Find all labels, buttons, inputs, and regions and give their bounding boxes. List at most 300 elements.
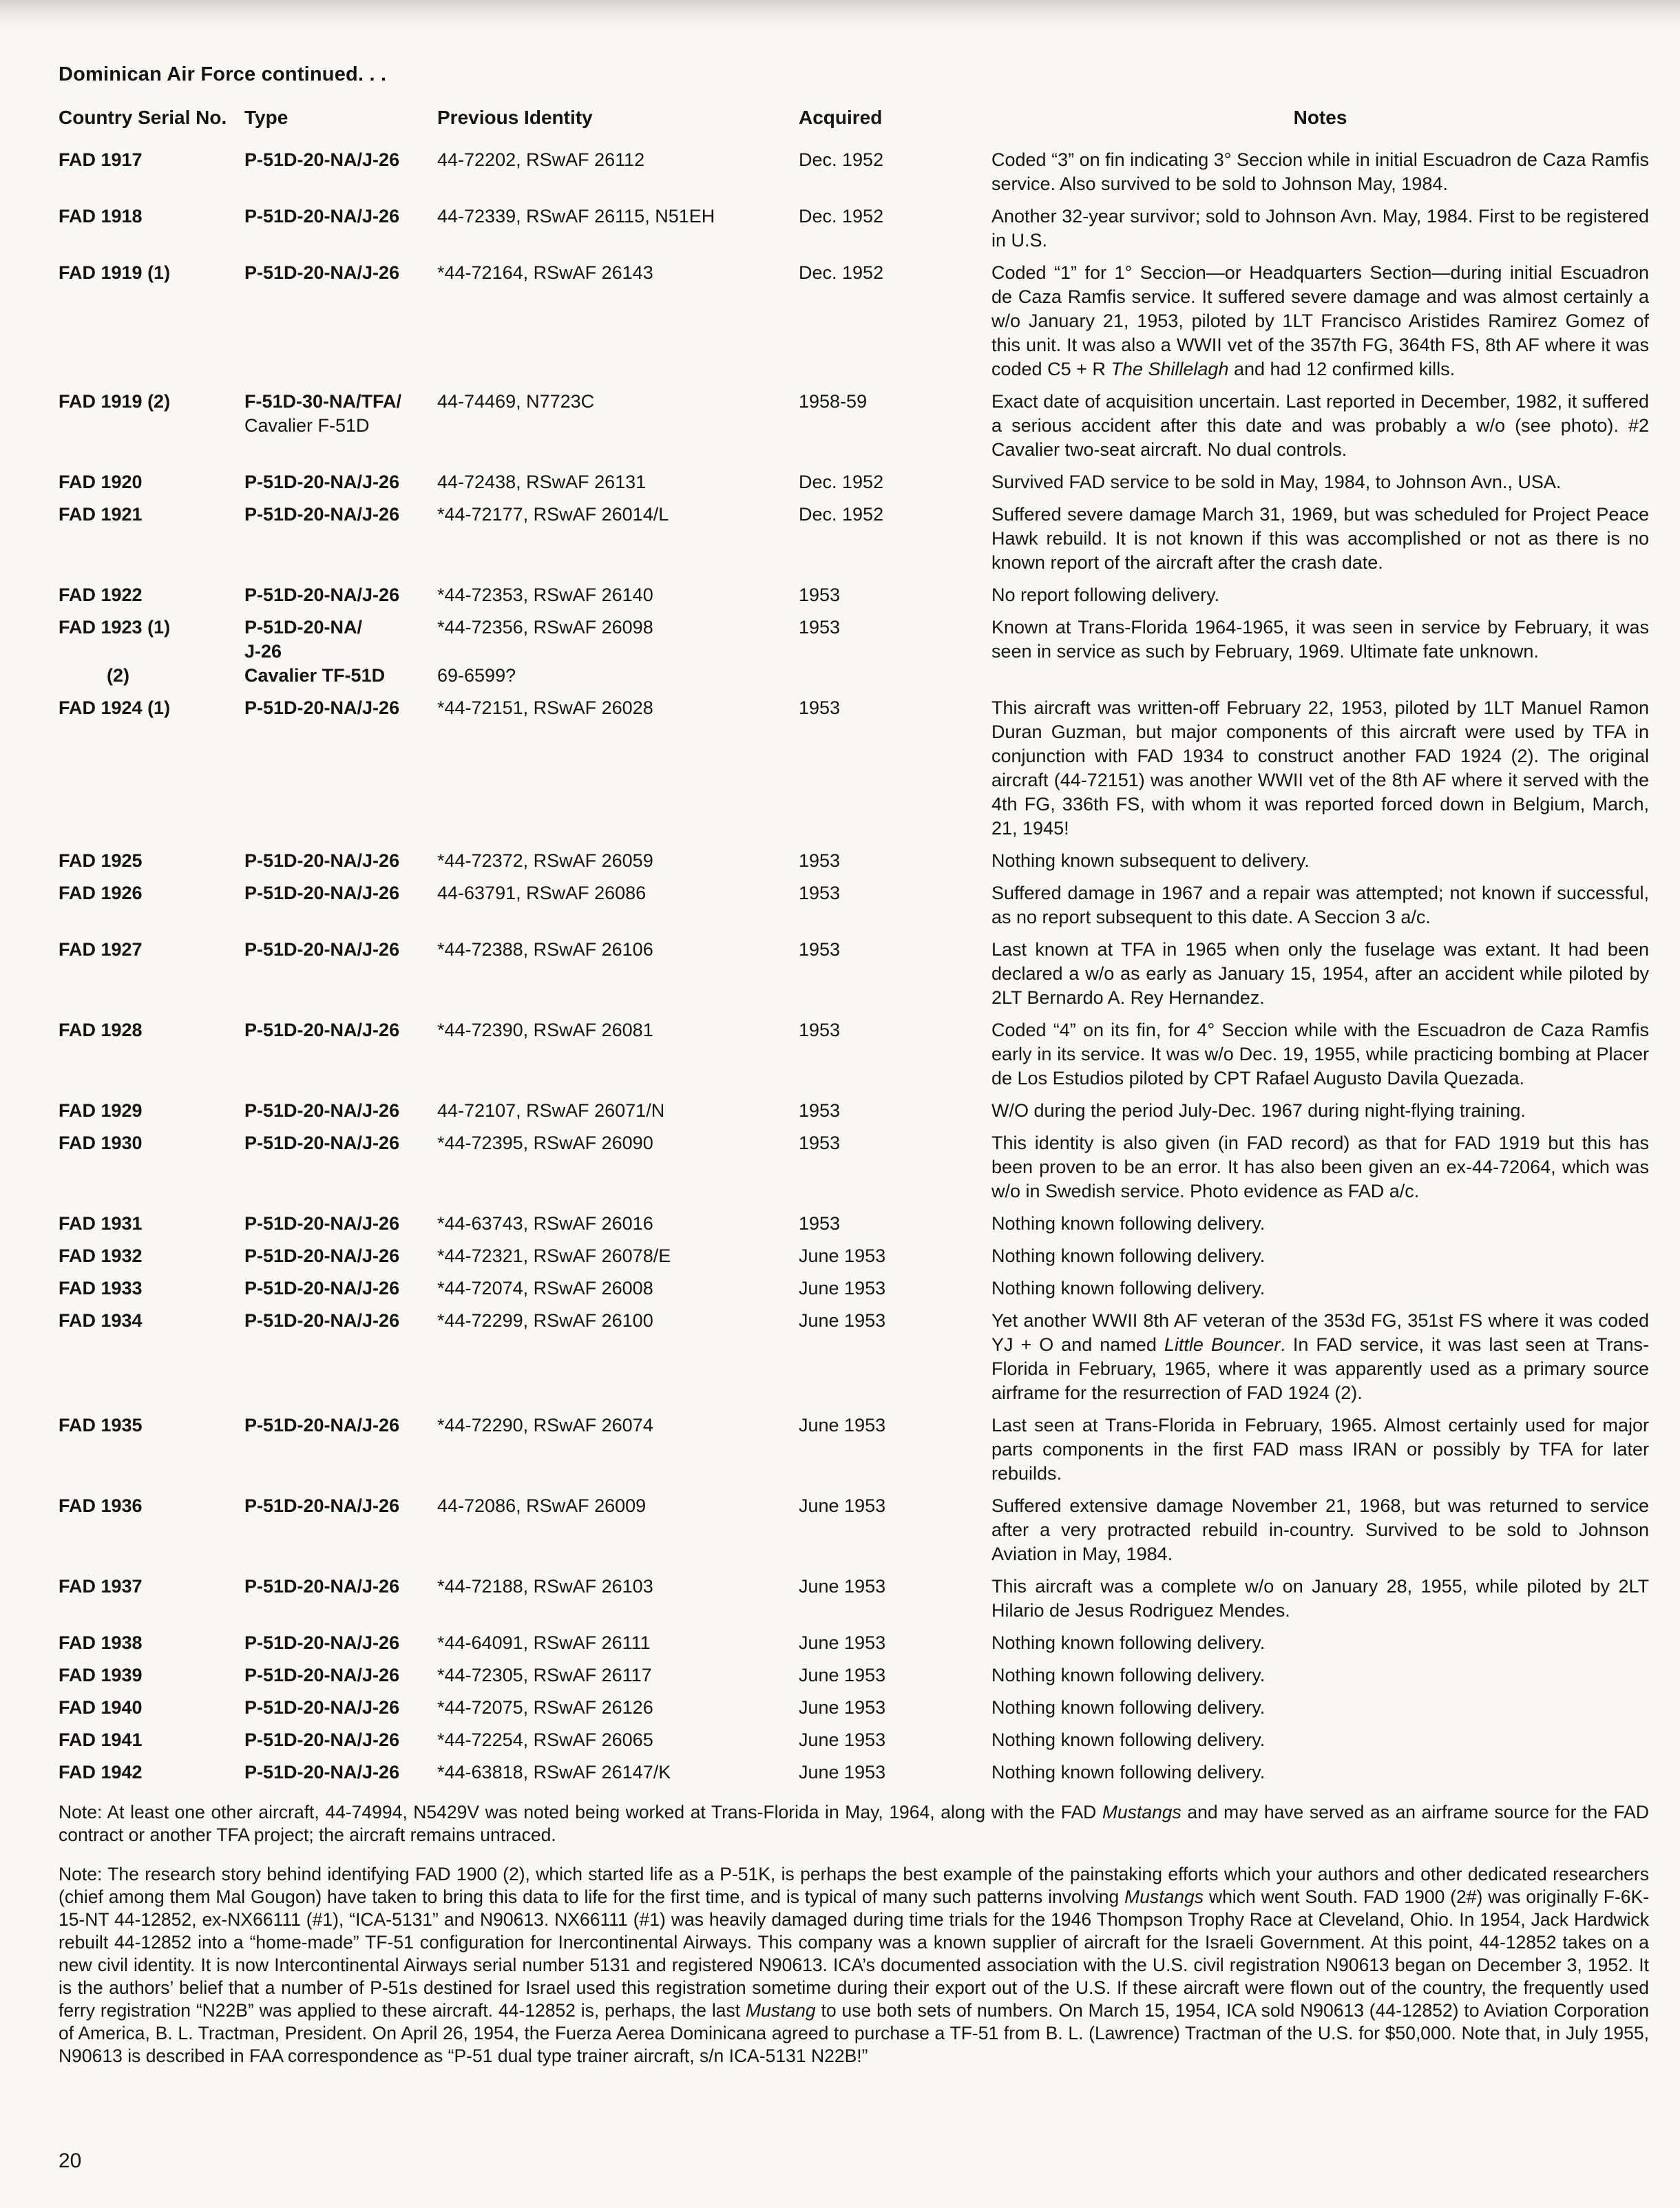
cell-line: *44-72305, RSwAF 26117 — [437, 1665, 652, 1685]
cell-acquired: 1953 — [799, 697, 841, 718]
cell-line: P-51D-20-NA/J-26 — [244, 585, 400, 605]
cell-country-serial — [59, 1696, 244, 1720]
text-segment: Survived FAD service to be sold in May, 1984, to Johnson Avn., USA. — [991, 472, 1562, 492]
cell-line: FAD 1918 — [59, 206, 143, 227]
cell-acquired: June 1953 — [799, 1665, 886, 1685]
cell-line: FAD 1939 — [59, 1665, 143, 1685]
cell-type — [244, 1494, 437, 1518]
table-row — [59, 390, 1649, 462]
table-row — [59, 1244, 1649, 1268]
cell-line: FAD 1920 — [59, 472, 143, 492]
cell-line: 44-72107, RSwAF 26071/N — [437, 1100, 665, 1121]
cell-country-serial — [59, 1663, 244, 1687]
cell-line: P-51D-20-NA/J-26 — [244, 1665, 400, 1685]
table-row — [59, 938, 1649, 1010]
text-segment: Nothing known subsequent to delivery. — [991, 850, 1310, 871]
text-segment: W/O during the period July-Dec. 1967 during night-flying training. — [991, 1100, 1526, 1121]
cell-type — [244, 1663, 437, 1687]
page-title: Dominican Air Force continued. . . — [59, 63, 387, 85]
cell-acquired: Dec. 1952 — [799, 206, 884, 227]
cell-previous-identity — [437, 1131, 799, 1155]
text-segment: Suffered damage in 1967 and a repair was attempted; not known if successful, as no report subsequent to this date. A Seccion 3 a/c. — [991, 883, 1649, 927]
cell-previous-identity — [437, 1575, 799, 1599]
cell-notes — [991, 1309, 1649, 1405]
cell-acquired: June 1953 — [799, 1278, 886, 1298]
cell-line: FAD 1929 — [59, 1100, 143, 1121]
cell-notes — [991, 1760, 1649, 1785]
cell-line: P-51D-20-NA/J-26 — [244, 1697, 400, 1718]
cell-type — [244, 1131, 437, 1155]
table-row — [59, 1212, 1649, 1236]
cell-notes — [991, 1575, 1649, 1623]
text-segment: Note: The research story behind identifying FAD 1900 (2), which started life as a P-51K, is perhaps the best example of the painstaking efforts which your authors and other dedicated researchers (chief among them Mal Gougon) have taken to bring this data to life for the first time, and is typical of many such patterns involving — [59, 1864, 1649, 1907]
cell-line: P-51D-20-NA/J-26 — [244, 883, 400, 903]
cell-notes — [991, 1244, 1649, 1268]
column-header-previous-identity: Previous Identity — [437, 107, 593, 128]
cell-line: 44-72202, RSwAF 26112 — [437, 149, 645, 170]
cell-line: *44-72372, RSwAF 26059 — [437, 850, 653, 871]
cell-acquired: 1953 — [799, 1020, 841, 1040]
text-segment: Exact date of acquisition uncertain. Last reported in December, 1982, it suffered a serious accident after this date and was probably a w/o (see photo). #2 Cavalier two-seat aircraft. No dual controls. — [991, 391, 1649, 460]
cell-acquired: Dec. 1952 — [799, 472, 884, 492]
cell-notes — [991, 390, 1649, 462]
cell-line: FAD 1932 — [59, 1245, 143, 1266]
cell-line: 44-72086, RSwAF 26009 — [437, 1495, 647, 1516]
cell-line: *44-72074, RSwAF 26008 — [437, 1278, 653, 1298]
cell-notes — [991, 1099, 1649, 1123]
cell-type — [244, 204, 437, 229]
cell-notes — [991, 1494, 1649, 1566]
cell-country-serial — [59, 1212, 244, 1236]
cell-type — [244, 1760, 437, 1785]
cell-line: *44-72254, RSwAF 26065 — [437, 1729, 653, 1750]
cell-type — [244, 583, 437, 607]
cell-country-serial — [59, 1309, 244, 1333]
cell-country-serial — [59, 1631, 244, 1655]
cell-type — [244, 1728, 437, 1752]
cell-line: P-51D-20-NA/J-26 — [244, 1133, 400, 1153]
cell-previous-identity — [437, 1309, 799, 1333]
italic-text: Mustangs — [1124, 1886, 1204, 1907]
cell-line: FAD 1919 (1) — [59, 262, 171, 283]
cell-line: *44-72353, RSwAF 26140 — [437, 585, 653, 605]
cell-country-serial — [59, 261, 244, 285]
cell-line: P-51D-20-NA/J-26 — [244, 939, 400, 960]
cell-previous-identity — [437, 696, 799, 720]
cell-type — [244, 148, 437, 172]
text-segment: Nothing known following delivery. — [991, 1762, 1266, 1783]
cell-acquired: June 1953 — [799, 1415, 886, 1436]
cell-country-serial — [59, 616, 244, 688]
cell-line: *44-72151, RSwAF 26028 — [437, 697, 653, 718]
cell-country-serial — [59, 583, 244, 607]
cell-line: P-51D-20-NA/J-26 — [244, 262, 400, 283]
cell-line: FAD 1942 — [59, 1762, 143, 1783]
cell-line: 44-74469, N7723C — [437, 391, 595, 412]
cell-previous-identity — [437, 1494, 799, 1518]
cell-previous-identity — [437, 616, 799, 688]
cell-line: P-51D-20-NA/J-26 — [244, 850, 400, 871]
cell-previous-identity — [437, 470, 799, 494]
text-segment: No report following delivery. — [991, 585, 1220, 605]
text-segment: Last seen at Trans-Florida in February, 1965. Almost certainly used for major parts components in the first FAD mass IRAN or possibly by TFA for later rebuilds. — [991, 1415, 1649, 1484]
table-row — [59, 1276, 1649, 1301]
cell-notes — [991, 1131, 1649, 1203]
text-segment: Nothing known following delivery. — [991, 1632, 1266, 1653]
cell-line: Cavalier TF-51D — [244, 665, 386, 686]
cell-line: P-51D-20-NA/J-26 — [244, 472, 400, 492]
cell-previous-identity — [437, 1631, 799, 1655]
cell-country-serial — [59, 390, 244, 414]
cell-line: FAD 1940 — [59, 1697, 143, 1718]
cell-line: P-51D-20-NA/J-26 — [244, 1495, 400, 1516]
cell-acquired: June 1953 — [799, 1729, 886, 1750]
cell-notes — [991, 1728, 1649, 1752]
cell-type — [244, 390, 437, 438]
cell-country-serial — [59, 696, 244, 720]
cell-previous-identity — [437, 1728, 799, 1752]
text-segment: Another 32-year survivor; sold to Johnson Avn. May, 1984. First to be registered in U.S. — [991, 206, 1649, 251]
page-number: 20 — [59, 2149, 82, 2172]
table-header-row — [59, 107, 1649, 129]
text-segment: Nothing known following delivery. — [991, 1697, 1266, 1718]
cell-line: P-51D-20-NA/J-26 — [244, 1729, 400, 1750]
cell-notes — [991, 1212, 1649, 1236]
cell-line — [59, 640, 238, 664]
cell-acquired: June 1953 — [799, 1632, 886, 1653]
text-segment: Suffered severe damage March 31, 1969, but was scheduled for Project Peace Hawk rebuild. It is not known if this was accomplished or not as there is no known report of the aircraft after the crash date. — [991, 504, 1649, 573]
cell-line: *44-72075, RSwAF 26126 — [437, 1697, 653, 1718]
cell-line: J-26 — [244, 641, 282, 662]
cell-line: FAD 1934 — [59, 1310, 143, 1331]
table-row — [59, 1099, 1649, 1123]
cell-type — [244, 616, 437, 688]
table-row — [59, 696, 1649, 841]
cell-line: FAD 1927 — [59, 939, 143, 960]
cell-line: *44-64091, RSwAF 26111 — [437, 1632, 651, 1653]
text-segment: Coded “1” for 1° Seccion—or Headquarters Section—during initial Escuadron de Caza Ramfis service. It suffered severe damage and was almost certainly a w/o January 21, 1953, piloted by 1LT Francisco Aristides Ramirez Gomez of this unit. It was also a WWII vet of the 357th FG, 364th FS, 8th AF where it was coded C5 + R — [991, 262, 1649, 379]
cell-notes — [991, 204, 1649, 253]
cell-type — [244, 1018, 437, 1042]
cell-notes — [991, 583, 1649, 607]
cell-acquired: June 1953 — [799, 1310, 886, 1331]
cell-type — [244, 1575, 437, 1599]
text-segment: Coded “4” on its fin, for 4° Seccion while with the Escuadron de Caza Ramfis early in its service. It was w/o Dec. 19, 1955, while practicing bombing at Placer de Los Estudios piloted by CPT Rafael Augusto Davila Quezada. — [991, 1020, 1649, 1089]
cell-acquired: June 1953 — [799, 1762, 886, 1783]
text-segment: Suffered extensive damage November 21, 1968, but was returned to service after a very protracted rebuild in-country. Survived to be sold to Johnson Aviation in May, 1984. — [991, 1495, 1649, 1564]
cell-line: *44-72395, RSwAF 26090 — [437, 1133, 653, 1153]
cell-country-serial — [59, 1494, 244, 1518]
cell-line: FAD 1935 — [59, 1415, 143, 1436]
cell-country-serial — [59, 1018, 244, 1042]
cell-notes — [991, 1663, 1649, 1687]
cell-previous-identity — [437, 1760, 799, 1785]
cell-line: P-51D-20-NA/J-26 — [244, 1020, 400, 1040]
cell-previous-identity — [437, 849, 799, 873]
cell-type — [244, 1212, 437, 1236]
cell-type — [244, 1413, 437, 1438]
cell-previous-identity — [437, 390, 799, 414]
table-row — [59, 1760, 1649, 1785]
text-segment: Nothing known following delivery. — [991, 1213, 1266, 1234]
cell-acquired: 1953 — [799, 1133, 841, 1153]
cell-previous-identity — [437, 1099, 799, 1123]
cell-line: P-51D-20-NA/J-26 — [244, 206, 400, 227]
cell-type — [244, 849, 437, 873]
cell-country-serial — [59, 1131, 244, 1155]
cell-type — [244, 938, 437, 962]
column-header-country-serial: Country Serial No. — [59, 107, 227, 128]
cell-type — [244, 1309, 437, 1333]
cell-line: P-51D-20-NA/J-26 — [244, 504, 400, 525]
cell-previous-identity — [437, 204, 799, 229]
cell-type — [244, 470, 437, 494]
cell-country-serial — [59, 1413, 244, 1438]
cell-notes — [991, 1413, 1649, 1486]
cell-line: 44-72339, RSwAF 26115, N51EH — [437, 206, 715, 227]
cell-country-serial — [59, 470, 244, 494]
cell-notes — [991, 470, 1649, 494]
table-row — [59, 261, 1649, 381]
cell-acquired: Dec. 1952 — [799, 262, 884, 283]
table-row — [59, 1413, 1649, 1486]
column-header-notes: Notes — [1293, 107, 1347, 128]
cell-acquired: 1953 — [799, 585, 841, 605]
cell-line: FAD 1933 — [59, 1278, 143, 1298]
cell-country-serial — [59, 1099, 244, 1123]
cell-line: *44-72390, RSwAF 26081 — [437, 1020, 653, 1040]
cell-type — [244, 503, 437, 527]
cell-type — [244, 1631, 437, 1655]
cell-line: *44-63743, RSwAF 26016 — [437, 1213, 653, 1234]
text-segment: and may have served as an airframe source for the FAD contract or another TFA project; the aircraft remains untraced. — [59, 1802, 1649, 1845]
cell-acquired: June 1953 — [799, 1495, 886, 1516]
cell-notes — [991, 1276, 1649, 1301]
cell-notes — [991, 1631, 1649, 1655]
italic-text: Mustang — [746, 2000, 816, 2021]
text-segment: Nothing known following delivery. — [991, 1729, 1266, 1750]
cell-line: P-51D-20-NA/J-26 — [244, 1310, 400, 1331]
text-segment: Nothing known following delivery. — [991, 1245, 1266, 1266]
cell-line: 44-72438, RSwAF 26131 — [437, 472, 647, 492]
cell-line: FAD 1924 (1) — [59, 697, 171, 718]
table-row — [59, 849, 1649, 873]
cell-country-serial — [59, 1244, 244, 1268]
cell-line: *44-63818, RSwAF 26147/K — [437, 1762, 671, 1783]
cell-line: FAD 1937 — [59, 1576, 143, 1597]
table-row — [59, 148, 1649, 196]
cell-line: P-51D-20-NA/J-26 — [244, 1213, 400, 1234]
cell-type — [244, 1244, 437, 1268]
cell-line: Cavalier F-51D — [244, 415, 370, 436]
cell-line — [437, 640, 792, 664]
cell-acquired: Dec. 1952 — [799, 149, 884, 170]
italic-text: Mustangs — [1102, 1802, 1182, 1822]
footnote-paragraph — [59, 1801, 1649, 1847]
text-segment: Known at Trans-Florida 1964-1965, it was seen in service by February, it was seen in service as such by February, 1969. Ultimate fate unknown. — [991, 617, 1649, 662]
cell-notes — [991, 696, 1649, 841]
cell-previous-identity — [437, 261, 799, 285]
text-segment: This aircraft was written-off February 22, 1953, piloted by 1LT Manuel Ramon Duran Guzman, but major components of this aircraft were used by TFA in conjunction with FAD 1934 to construct another FAD 1924 (2). The original aircraft (44-72151) was another WWII vet of the 8th AF where it served with the 4th FG, 336th FS, with whom it was reported forced down in Belgium, March, 21, 1945! — [991, 697, 1649, 839]
italic-text: Little Bouncer — [1164, 1334, 1281, 1355]
cell-country-serial — [59, 1276, 244, 1301]
cell-line: 69-6599? — [437, 665, 516, 686]
cell-line: FAD 1938 — [59, 1632, 143, 1653]
cell-line: FAD 1926 — [59, 883, 143, 903]
table-row — [59, 1309, 1649, 1405]
cell-line: P-51D-20-NA/ — [244, 617, 363, 638]
cell-line: FAD 1928 — [59, 1020, 143, 1040]
table-row — [59, 1575, 1649, 1623]
cell-line: FAD 1925 — [59, 850, 143, 871]
cell-acquired: Dec. 1952 — [799, 504, 884, 525]
cell-line: FAD 1922 — [59, 585, 143, 605]
text-segment: Yet another WWII 8th AF veteran of the 353d FG, 351st FS where it was coded YJ + O and named — [991, 1310, 1649, 1355]
cell-country-serial — [59, 204, 244, 229]
cell-line: P-51D-20-NA/J-26 — [244, 1245, 400, 1266]
table-row — [59, 881, 1649, 929]
table-row — [59, 1696, 1649, 1720]
cell-country-serial — [59, 148, 244, 172]
cell-acquired: June 1953 — [799, 1245, 886, 1266]
cell-previous-identity — [437, 1018, 799, 1042]
cell-acquired: 1953 — [799, 1213, 841, 1234]
cell-country-serial — [59, 881, 244, 905]
cell-country-serial — [59, 849, 244, 873]
cell-line: P-51D-20-NA/J-26 — [244, 1278, 400, 1298]
cell-acquired: June 1953 — [799, 1576, 886, 1597]
table-row — [59, 1631, 1649, 1655]
cell-type — [244, 1276, 437, 1301]
cell-type — [244, 696, 437, 720]
text-segment: to use both sets of numbers. On March 15, 1954, ICA sold N90613 (44-12852) to Aviation Corporation of America, B. L. Tractman, President. On April 26, 1954, the Fuerza Aerea Dominicana agreed to purchase a TF-51 from B. L. (Lawrence) Tractman of the U.S. for $50,000. Note that, in July 1955, N90613 is described in FAA correspondence as “P-51 dual type trainer aircraft, s/n ICA-5131 N22B!” — [59, 2000, 1649, 2066]
cell-line: (2) — [107, 665, 129, 686]
footnotes-section — [59, 1801, 1649, 2068]
cell-line: FAD 1936 — [59, 1495, 143, 1516]
text-segment: Nothing known following delivery. — [991, 1278, 1266, 1298]
cell-notes — [991, 616, 1649, 664]
table-row — [59, 470, 1649, 494]
cell-previous-identity — [437, 1413, 799, 1438]
cell-line: *44-72164, RSwAF 26143 — [437, 262, 653, 283]
table-row — [59, 1663, 1649, 1687]
table-row — [59, 1018, 1649, 1091]
cell-line: P-51D-20-NA/J-26 — [244, 1415, 400, 1436]
table-row — [59, 1728, 1649, 1752]
cell-acquired: 1953 — [799, 883, 841, 903]
cell-notes — [991, 1018, 1649, 1091]
cell-line: P-51D-20-NA/J-26 — [244, 697, 400, 718]
table-row — [59, 583, 1649, 607]
cell-notes — [991, 503, 1649, 575]
cell-line: FAD 1917 — [59, 149, 143, 170]
text-segment: and had 12 confirmed kills. — [1228, 359, 1456, 379]
column-header-acquired: Acquired — [799, 107, 883, 128]
cell-notes — [991, 148, 1649, 196]
text-segment: Note: At least one other aircraft, 44-74994, N5429V was noted being worked at Trans-Florida in May, 1964, along with the FAD — [59, 1802, 1102, 1822]
text-segment: which went South. FAD 1900 (2#) was originally F-6K-15-NT 44-12852, ex-NX66111 (#1), “ICA-5131” and N90613. NX66111 (#1) was heavily damaged during time trials for the 1946 Thompson Trophy Race at Cleveland, Ohio. In 1954, Jack Hardwick rebuilt 44-12852 into a “home-made” TF-51 configuration for Inercontinental Airways. This company was a known supplier of aircraft for the Israeli Government. At this point, 44-12852 takes on a new civil identity. It is now Intercontinental Airways serial number 5131 and registered N90613. ICA’s documented association with the U.S. civil registration N90613 began on December 3, 1952. It is the authors’ belief that a number of P-51s destined for Israel used this registration sometime during their export out of the U.S. If these aircraft were flown out of the country, the frequently used ferry registration “N22B” was applied to these aircraft. 44-12852 is, perhaps, the last — [59, 1886, 1649, 2021]
cell-previous-identity — [437, 1663, 799, 1687]
page-top-scan-edge — [0, 0, 1680, 29]
cell-line: FAD 1919 (2) — [59, 391, 171, 412]
cell-previous-identity — [437, 881, 799, 905]
table-body — [59, 148, 1649, 1785]
cell-notes — [991, 881, 1649, 929]
text-segment: Last known at TFA in 1965 when only the fuselage was extant. It had been declared a w/o as early as January 15, 1954, after an accident while piloted by 2LT Bernardo A. Rey Hernandez. — [991, 939, 1649, 1008]
text-segment: This identity is also given (in FAD record) as that for FAD 1919 but this has been proven to be an error. It has also been given an ex-44-72064, which was w/o in Swedish service. Photo evidence as FAD a/c. — [991, 1133, 1649, 1201]
cell-type — [244, 881, 437, 905]
cell-line: P-51D-20-NA/J-26 — [244, 149, 400, 170]
table-row — [59, 1494, 1649, 1566]
cell-acquired: 1953 — [799, 939, 841, 960]
cell-line: *44-72321, RSwAF 26078/E — [437, 1245, 671, 1266]
table-row — [59, 204, 1649, 253]
cell-acquired: 1958-59 — [799, 391, 868, 412]
cell-type — [244, 1696, 437, 1720]
cell-acquired: 1953 — [799, 617, 841, 638]
cell-previous-identity — [437, 938, 799, 962]
cell-line: *44-72299, RSwAF 26100 — [437, 1310, 653, 1331]
cell-line: F-51D-30-NA/TFA/ — [244, 391, 402, 412]
cell-acquired: 1953 — [799, 850, 841, 871]
text-segment: Coded “3” on fin indicating 3° Seccion while in initial Escuadron de Caza Ramfis service. Also survived to be sold to Johnson May, 1984. — [991, 149, 1649, 194]
text-segment: . In FAD service, it was last seen at Trans-Florida in February, 1965, where it was apparently used as a primary source airframe for the resurrection of FAD 1924 (2). — [991, 1334, 1649, 1403]
cell-country-serial — [59, 1728, 244, 1752]
cell-previous-identity — [437, 1212, 799, 1236]
cell-line: *44-72177, RSwAF 26014/L — [437, 504, 669, 525]
cell-notes — [991, 849, 1649, 873]
cell-country-serial — [59, 1760, 244, 1785]
cell-previous-identity — [437, 1696, 799, 1720]
table-row — [59, 1131, 1649, 1203]
cell-line: FAD 1931 — [59, 1213, 143, 1234]
cell-country-serial — [59, 1575, 244, 1599]
text-segment: Nothing known following delivery. — [991, 1665, 1266, 1685]
table-row — [59, 503, 1649, 575]
cell-previous-identity — [437, 583, 799, 607]
cell-line: *44-72290, RSwAF 26074 — [437, 1415, 653, 1436]
cell-previous-identity — [437, 148, 799, 172]
cell-type — [244, 261, 437, 285]
cell-notes — [991, 1696, 1649, 1720]
cell-notes — [991, 261, 1649, 381]
cell-type — [244, 1099, 437, 1123]
cell-line: FAD 1941 — [59, 1729, 143, 1750]
cell-line: *44-72188, RSwAF 26103 — [437, 1576, 653, 1597]
cell-country-serial — [59, 938, 244, 962]
cell-line: *44-72356, RSwAF 26098 — [437, 617, 653, 638]
cell-acquired: June 1953 — [799, 1697, 886, 1718]
cell-country-serial — [59, 503, 244, 527]
cell-line: 44-63791, RSwAF 26086 — [437, 883, 647, 903]
cell-previous-identity — [437, 1244, 799, 1268]
cell-acquired: 1953 — [799, 1100, 841, 1121]
cell-notes — [991, 938, 1649, 1010]
cell-line: P-51D-20-NA/J-26 — [244, 1576, 400, 1597]
cell-line: P-51D-20-NA/J-26 — [244, 1762, 400, 1783]
text-segment: This aircraft was a complete w/o on January 28, 1955, while piloted by 2LT Hilario de Jesus Rodriguez Mendes. — [991, 1576, 1649, 1621]
column-header-type: Type — [244, 107, 288, 128]
cell-previous-identity — [437, 1276, 799, 1301]
cell-line: FAD 1921 — [59, 504, 143, 525]
footnote-paragraph — [59, 1863, 1649, 2068]
table-row — [59, 616, 1649, 688]
cell-line: *44-72388, RSwAF 26106 — [437, 939, 653, 960]
italic-text: The Shillelagh — [1111, 359, 1229, 379]
cell-line: FAD 1930 — [59, 1133, 143, 1153]
cell-line: P-51D-20-NA/J-26 — [244, 1100, 400, 1121]
cell-previous-identity — [437, 503, 799, 527]
